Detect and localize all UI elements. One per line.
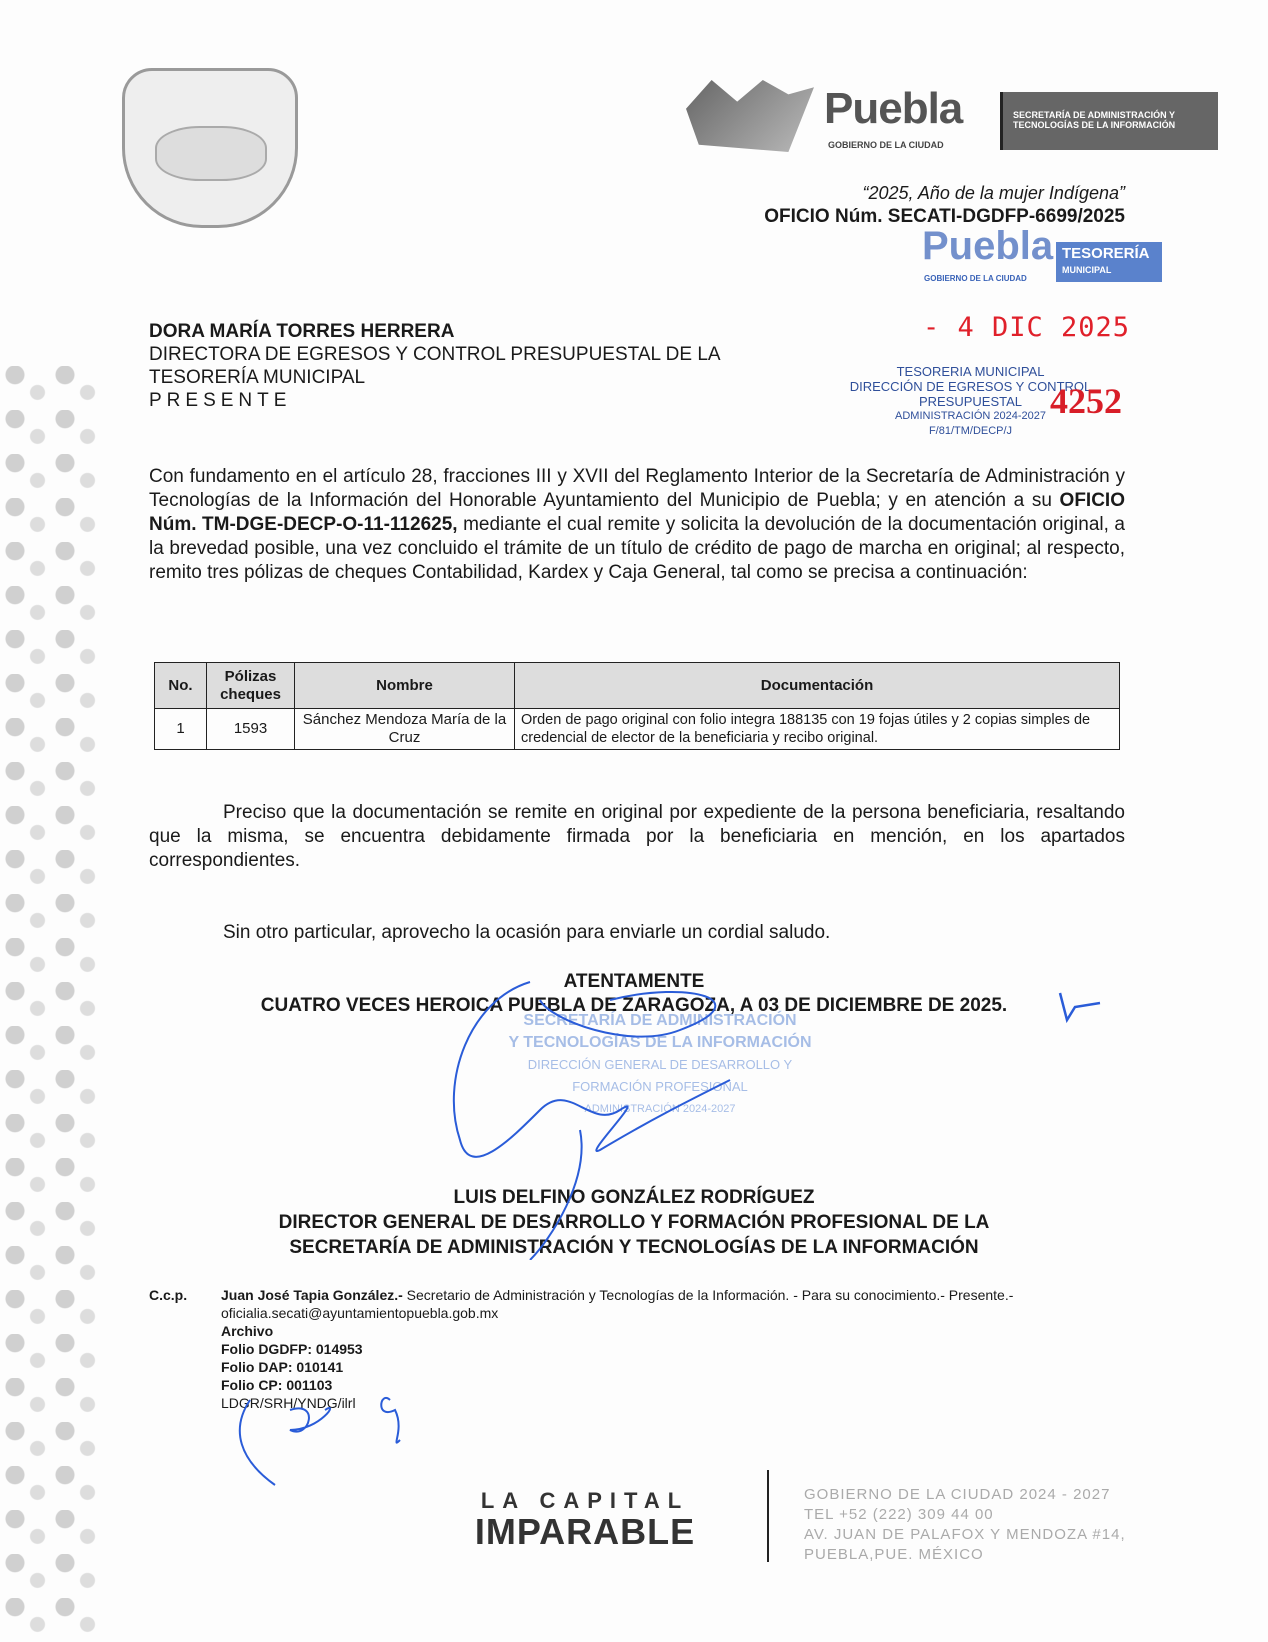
polizas-table bbox=[154, 662, 1120, 750]
received-date-stamp: - 4 DIC 2025 bbox=[923, 312, 1131, 343]
place-date: CUATRO VECES HEROICA PUEBLA DE ZARAGOZA, A 03 DE DICIEMBRE DE 2025. bbox=[260, 995, 1008, 1016]
year-motto: “2025, Año de la mujer Indígena” bbox=[862, 183, 1125, 203]
presente: PRESENTE bbox=[149, 390, 292, 411]
atentamente: ATENTAMENTE bbox=[563, 971, 705, 992]
folio-dap: Folio DAP: 010141 bbox=[221, 1359, 344, 1375]
signer-name: LUIS DELFINO GONZÁLEZ RODRÍGUEZ bbox=[453, 1187, 815, 1208]
logo-word: Puebla bbox=[824, 84, 963, 133]
puebla-logo bbox=[686, 78, 996, 156]
addressee-title: TESORERÍA MUNICIPAL bbox=[149, 367, 366, 388]
handwritten-signature bbox=[430, 960, 790, 1260]
col-header: No. bbox=[155, 663, 207, 709]
addressee-title: DIRECTORA DE EGRESOS Y CONTROL PRESUPUESTAL DE LA bbox=[149, 344, 721, 365]
col-header: Documentación bbox=[515, 663, 1120, 709]
body-paragraph-2: Preciso que la documentación se remite en original por expediente de la persona beneficiaria, resaltando que la misma, se encuentra debidamente firmada por la beneficiaria en mención, en los apartados correspondientes. bbox=[149, 802, 1125, 871]
body-paragraph-3: Sin otro particular, aprovecho la ocasión para enviarle un cordial saludo. bbox=[223, 922, 831, 943]
municipal-label: MUNICIPAL bbox=[1062, 265, 1112, 275]
stamp-line: ADMINISTRACIÓN 2024-2027 bbox=[895, 410, 1046, 422]
referenced-oficio: OFICIO Núm. TM-DGE-DECP-O-11-112625, bbox=[149, 490, 1125, 535]
col-header: Pólizas cheques bbox=[207, 663, 295, 709]
archivo: Archivo bbox=[221, 1323, 274, 1339]
body-paragraph-1: Con fundamento en el artículo 28, fracciones III y XVII del Reglamento Interior de la Secretaría de Administración y Tecnologías de la Información del Honorable Ayuntamiento del Municipio de Puebla; y en atención a su OFICIO Núm. TM-DGE-DECP-O-11-112625, mediante el cual remite y solicita la devolución de la documentación original, a la brevedad posible, una vez concluido el trámite de un título de crédito de pago de marcha en original; al respecto, remito tres pólizas de cheques Contabilidad, Kardex y Caja General, tal como se precisa a continuación: bbox=[149, 466, 1125, 583]
stamp-line: TESORERIA MUNICIPAL bbox=[896, 364, 1045, 379]
city-seal-logo bbox=[122, 68, 298, 228]
stamp-line: PRESUPUESTAL bbox=[918, 394, 1023, 409]
tesoreria-label: TESORERÍA bbox=[1062, 245, 1150, 262]
cell-documentacion: Orden de pago original con folio integra 188135 con 19 fojas útiles y 2 copias simples de credencial de elector de la beneficiaria y recibo original. bbox=[515, 709, 1120, 750]
footer-divider bbox=[767, 1470, 769, 1562]
cell-poliza: 1593 bbox=[207, 709, 295, 750]
addressee-block bbox=[149, 320, 721, 412]
stamp-line: F/81/TM/DECP/J bbox=[928, 425, 1013, 437]
stamp-line: DIRECCIÓN DE EGRESOS Y CONTROL bbox=[849, 379, 1092, 394]
col-header: Nombre bbox=[295, 663, 515, 709]
initials-signature bbox=[230, 1390, 430, 1490]
logo-sub: GOBIERNO DE LA CIUDAD bbox=[828, 140, 944, 150]
la-capital-imparable-logo: LA CAPITAL IMPARABLE bbox=[474, 1488, 696, 1552]
stamp-logo-sub: GOBIERNO DE LA CIUDAD bbox=[924, 274, 1027, 283]
tesoreria-stamp-logo bbox=[822, 224, 1162, 286]
folio-cp: Folio CP: 001103 bbox=[221, 1377, 333, 1393]
oficio-number: OFICIO Núm. SECATI-DGDFP-6699/2025 bbox=[764, 206, 1125, 227]
footer-address: GOBIERNO DE LA CIUDAD 2024 - 2027 TEL +52 (222) 309 44 00 AV. JUAN DE PALAFOX Y MENDOZA #14, PUEBLA,PUE. MÉXICO bbox=[804, 1486, 1126, 1563]
ccp-name: Juan José Tapia González.- bbox=[221, 1287, 403, 1303]
stamp-logo-word: Puebla bbox=[922, 224, 1054, 268]
secretaria-label: SECRETARÍA DE ADMINISTRACIÓN Y TECNOLOGÍAS DE LA INFORMACIÓN bbox=[1000, 92, 1218, 150]
ccp-desc: Secretario de Administración y Tecnologías de la Información. - Para su conocimiento.- Presente.- bbox=[402, 1287, 1014, 1303]
ccp-email: oficialia.secati@ayuntamientopuebla.gob.mx bbox=[221, 1305, 499, 1321]
addressee-name: DORA MARÍA TORRES HERRERA bbox=[149, 321, 455, 342]
ccp-label: C.c.p. bbox=[149, 1287, 188, 1303]
table-row bbox=[155, 709, 1120, 750]
reception-number: 4252 bbox=[1050, 381, 1122, 421]
folio-dgdfp: Folio DGDFP: 014953 bbox=[221, 1341, 363, 1357]
secretaria-seal-stamp: SECRETARÍA DE ADMINISTRACIÓN Y TECNOLOGÍAS DE LA INFORMACIÓN DIRECCIÓN GENERAL DE DESARROLLO Y FORMACIÓN PROFESIONAL ADMINISTRACIÓN 2024-2027 bbox=[508, 1012, 812, 1115]
check-mark bbox=[1055, 985, 1105, 1025]
cell-no: 1 bbox=[155, 709, 207, 750]
cell-nombre: Sánchez Mendoza María de la Cruz bbox=[295, 709, 515, 750]
signer-title: SECRETARÍA DE ADMINISTRACIÓN Y TECNOLOGÍAS DE LA INFORMACIÓN bbox=[289, 1237, 979, 1258]
initials: LDGR/SRH/YNDG/ilrl bbox=[221, 1395, 356, 1411]
signer-title: DIRECTOR GENERAL DE DESARROLLO Y FORMACIÓN PROFESIONAL DE LA bbox=[278, 1212, 990, 1233]
